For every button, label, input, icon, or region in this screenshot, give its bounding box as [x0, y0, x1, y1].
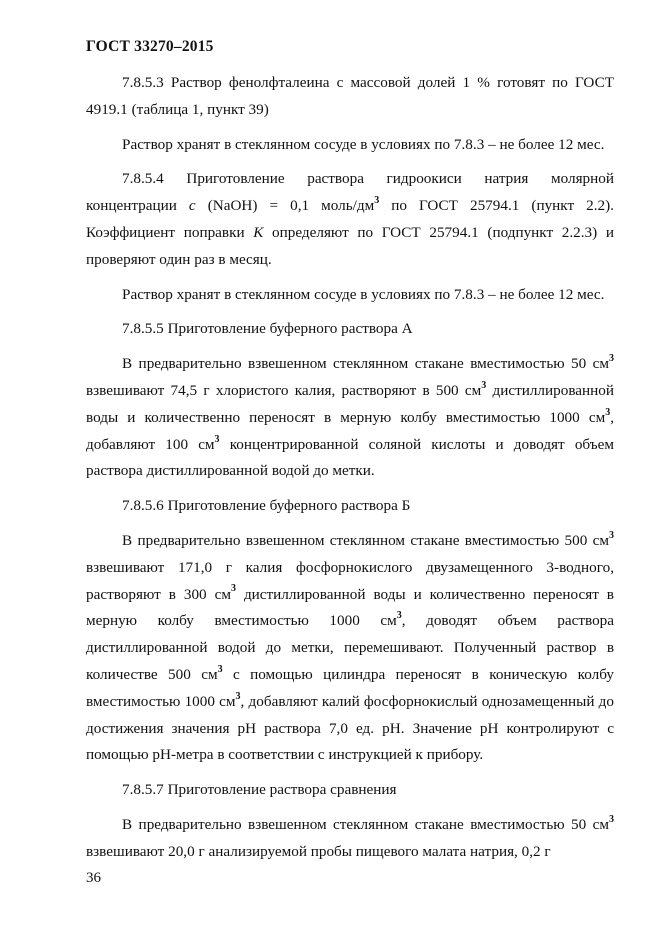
- paragraph-7-8-5-3: 7.8.5.3 Раствор фенолфталеина с массовой долей 1 % готовят по ГОСТ 4919.1 (таблица 1, пункт 39): [86, 74, 614, 118]
- heading-7-8-5-5: 7.8.5.5 Приготовление буферного раствора А: [122, 320, 413, 338]
- standard-header: ГОСТ 33270–2015: [86, 38, 214, 55]
- paragraph-7-8-5-4: 7.8.5.4 Приготовление раствора гидроокиси натрия молярной концентрации c (NaOH) = 0,1 моль/$дм^3$ по ГОСТ 25794.1 (пункт 2.2). Коэффициент поправки K определяют по ГОСТ 25794.1 (подпункт 2.2.3) и проверяют один раз в месяц.: [86, 170, 614, 268]
- paragraph-storage-2: Раствор хранят в стеклянном сосуде в условиях по 7.8.3 – не более 12 мес.: [122, 285, 605, 303]
- paragraph-buffer-b: В предварительно взвешенном стеклянном стакане вместимостью 500 $см^3$ взвешивают 171,0 г калия фосфорнокислого двузамещенного 3-водного, растворяют в 300 $см^3$ дистиллированной воды и количественно переносят в мерную колбу вместимостью 1000 $см^3$, доводят объем раствора дистиллированной водой до метки, перемешивают. Полученный раствор в количестве 500 $см^3$ с помощью цилиндра переносят в коническую колбу вместимостью 1000 $см^3$, добавляют калий фосфорнокислый однозамещенный до достижения значения pH раствора 7,0 ед. pH. Значение pH контролируют с помощью pH-метра в соответствии с инструкцией к прибору.: [86, 529, 615, 764]
- heading-7-8-5-6: 7.8.5.6 Приготовление буферного раствора Б: [122, 497, 411, 515]
- paragraph-storage-1: Раствор хранят в стеклянном сосуде в условиях по 7.8.3 – не более 12 мес.: [122, 135, 605, 153]
- heading-7-8-5-7: 7.8.5.7 Приготовление раствора сравнения: [122, 781, 397, 799]
- paragraph-reference-solution: В предварительно взвешенном стеклянном стакане вместимостью 50 $см^3$ взвешивают 20,0 г анализируемой пробы пищевого малата натрия, 0,2 г: [86, 813, 614, 860]
- document-body: [86, 70, 614, 866]
- page-number: 36: [86, 870, 101, 886]
- paragraph-buffer-a: В предварительно взвешенном стеклянном стакане вместимостью 50 $см^3$ взвешивают 74,5 г хлористого калия, растворяют в 500 $см^3$ дистиллированной воды и количественно переносят в мерную колбу вместимостью 1000 $см^3$, добавляют 100 $см^3$ концентрированной соляной кислоты и доводят объем раствора дистиллированной водой до метки.: [86, 353, 615, 480]
